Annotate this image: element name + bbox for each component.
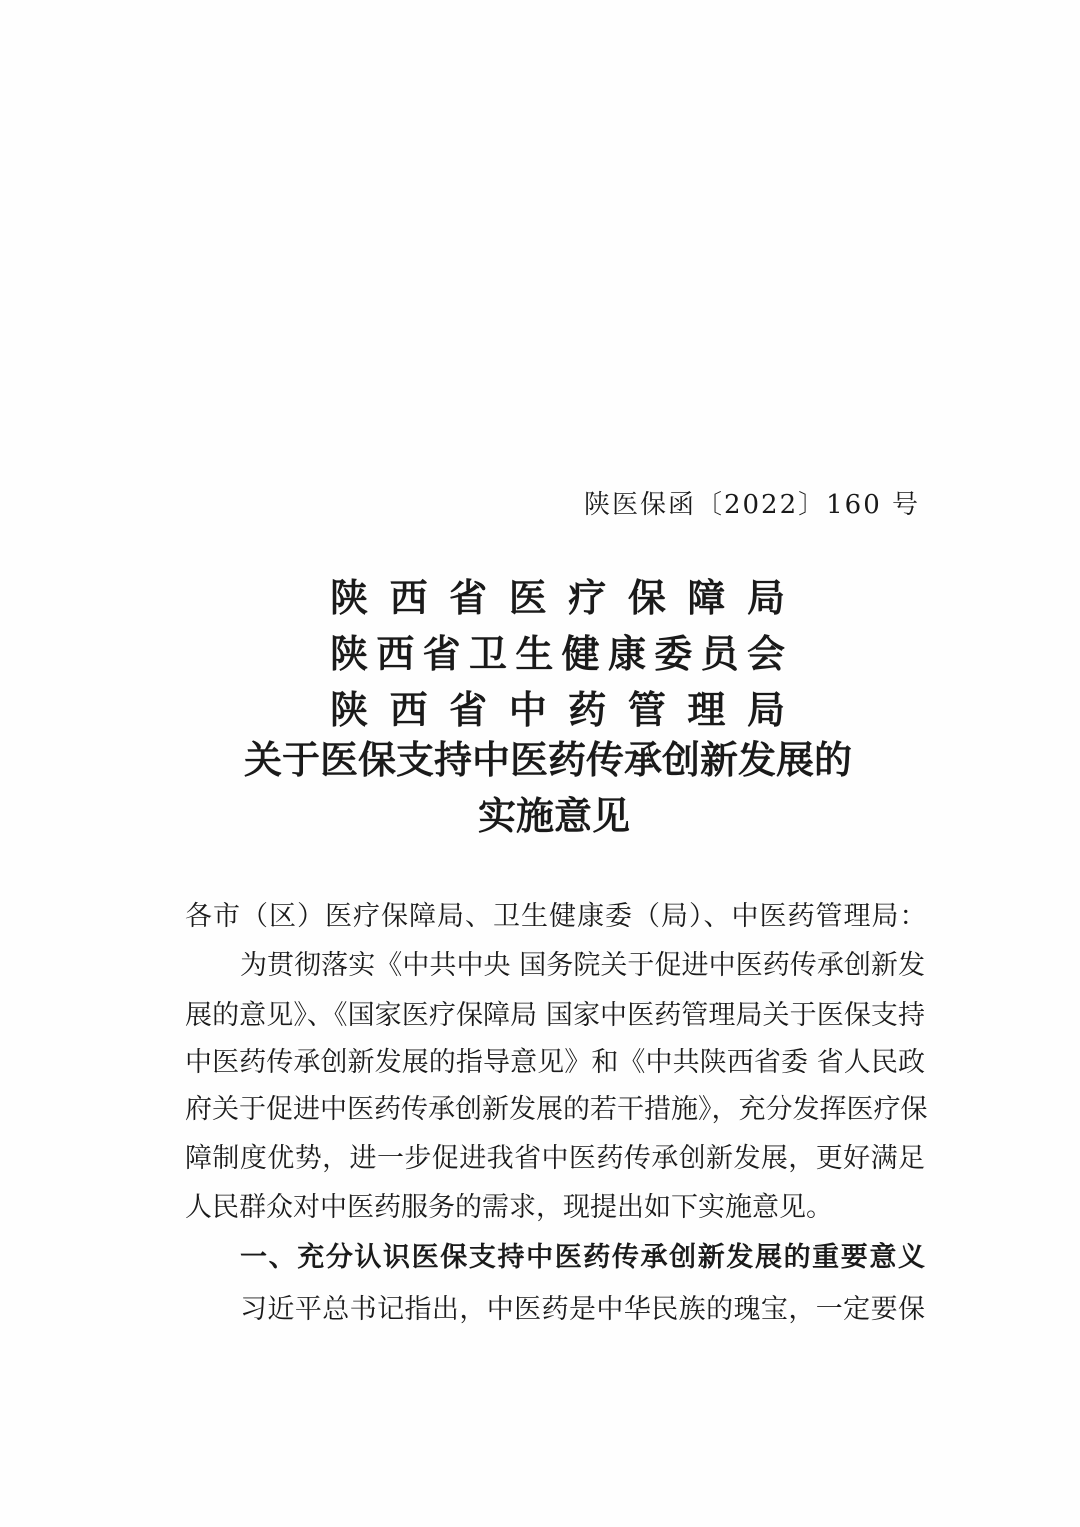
issuer-char: 会 <box>746 632 785 676</box>
paragraph-1-line: 为贯彻落实《中共中央 国务院关于促进中医药传承创新发 <box>240 950 925 981</box>
addressee-line: 各市（区）医疗保障局、卫生健康委（局）、中医药管理局： <box>185 901 928 932</box>
issuer-char: 健 <box>561 632 600 676</box>
issuer-char: 生 <box>515 632 554 676</box>
paragraph-1-line: 障制度优势，进一步促进我省中医药传承创新发展，更好满足 <box>185 1143 925 1174</box>
issuer-char: 卫 <box>468 632 507 676</box>
issuer-char: 局 <box>746 576 785 620</box>
paragraph-2-line: 习近平总书记指出，中医药是中华民族的瑰宝，一定要保 <box>240 1294 925 1325</box>
issuer-char: 局 <box>746 688 785 732</box>
paragraph-1-line: 中医药传承创新发展的指导意见》和《中共陕西省委 省人民政 <box>185 1047 925 1078</box>
issuer-char: 理 <box>687 688 726 732</box>
document-number: 陕医保函〔2022〕160 号 <box>583 490 920 520</box>
issuer-char: 陕 <box>330 576 369 620</box>
issuer-char: 西 <box>389 688 428 732</box>
issuer-char: 省 <box>449 688 488 732</box>
issuer-char: 管 <box>627 688 666 732</box>
paragraph-1-line: 府关于促进中医药传承创新发展的若干措施》，充分发挥医疗保 <box>185 1094 928 1125</box>
issuer-line-medical-security-bureau <box>330 572 785 624</box>
section-1-heading: 一、充分认识医保支持中医药传承创新发展的重要意义 <box>240 1242 925 1273</box>
paragraph-1-line: 展的意见》、《国家医疗保障局 国家中医药管理局关于医保支持 <box>185 1000 925 1031</box>
issuer-char: 康 <box>607 632 646 676</box>
issuer-char: 西 <box>389 576 428 620</box>
issuer-char: 医 <box>508 576 547 620</box>
issuer-char: 省 <box>449 576 488 620</box>
issuer-char: 陕 <box>330 632 369 676</box>
issuer-char: 障 <box>687 576 726 620</box>
issuer-char: 省 <box>422 632 461 676</box>
issuer-char: 中 <box>508 688 547 732</box>
issuer-char: 委 <box>654 632 693 676</box>
paragraph-1-line: 人民群众对中医药服务的需求，现提出如下实施意见。 <box>185 1192 833 1223</box>
document-title-line-2: 实施意见 <box>478 794 631 838</box>
issuer-line-tcm-bureau <box>330 684 785 736</box>
issuer-line-health-commission <box>330 628 785 680</box>
issuer-char: 陕 <box>330 688 369 732</box>
issuer-char: 药 <box>568 688 607 732</box>
issuer-char: 保 <box>627 576 666 620</box>
issuer-char: 员 <box>700 632 739 676</box>
issuer-char: 疗 <box>568 576 607 620</box>
issuer-char: 西 <box>376 632 415 676</box>
document-title-line-1: 关于医保支持中医药传承创新发展的 <box>244 738 853 782</box>
